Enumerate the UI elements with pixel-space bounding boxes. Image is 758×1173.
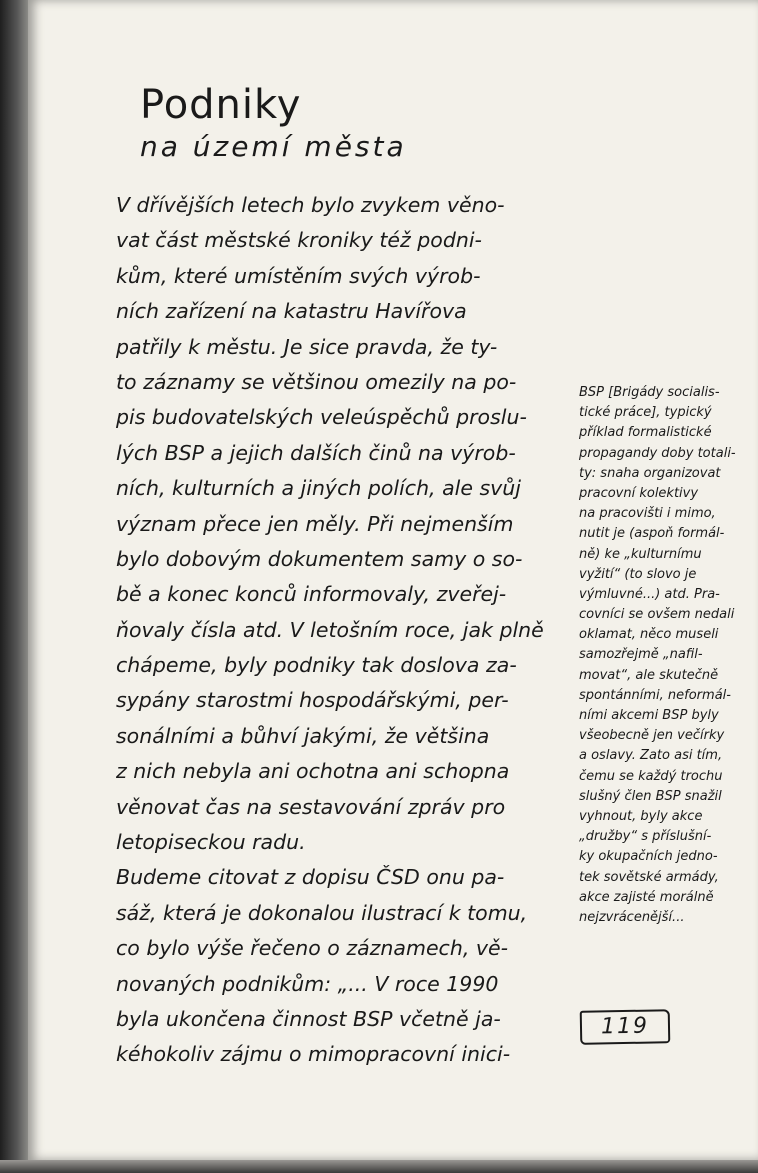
main-text-line: bě a konec konců informovaly, zveřej- [116, 582, 507, 607]
side-note-line: slušný člen BSP snažil [579, 788, 722, 804]
main-text-line: Budeme citovat z dopisu ČSD onu pa- [116, 865, 505, 890]
side-note-line: tek sovětské armády, [579, 869, 719, 885]
side-note-line: nejzvrácenější... [579, 909, 685, 925]
main-text-line: to záznamy se většinou omezily na po- [116, 369, 517, 394]
main-text-line: sypány starostmi hospodářskými, per- [116, 688, 509, 713]
side-note-line: ními akcemi BSP byly [579, 708, 719, 723]
main-text-line: vat část městské kroniky též podni- [116, 228, 482, 253]
side-note-line: nutit je (aspoň formál- [579, 526, 725, 542]
side-note-line: BSP [Brigády socialis- [579, 385, 720, 400]
page-bottom-edge [0, 1160, 758, 1173]
side-note-column [579, 383, 758, 928]
side-note-line: movat“, ale skutečně [579, 667, 719, 683]
page-number-box [580, 1009, 671, 1045]
main-text-line: patřily k městu. Je sice pravda, že ty- [116, 334, 498, 359]
main-text-line: chápeme, byly podniky tak doslova za- [116, 653, 517, 678]
side-note-line: čemu se každý trochu [579, 768, 723, 784]
chapter-title: Podniky [140, 82, 302, 128]
main-text-line: ních zařízení na katastru Havířova [116, 299, 467, 324]
side-note-line: pracovní kolektivy [579, 485, 699, 501]
main-text-line: V dřívějších letech bylo zvykem věno- [116, 193, 505, 217]
side-note-line: tické práce], typický [579, 405, 712, 421]
main-text-line: sonálními a bůhví jakými, že většina [116, 723, 490, 748]
page-number: 119 [600, 1013, 650, 1040]
main-text-column [116, 188, 566, 1073]
side-note-line: na pracovišti i mimo, [579, 506, 716, 522]
main-text-line: kům, které umístěním svých výrob- [116, 263, 481, 288]
main-text-line: kéhokoliv zájmu o mimopracovní inici- [116, 1042, 511, 1067]
main-text-line: letopiseckou radu. [116, 830, 306, 855]
side-note-line: příklad formalistické [579, 425, 712, 441]
main-text-line: bylo dobovým dokumentem samy o so- [116, 546, 523, 571]
main-text-line: novaných podnikům: „... V roce 1990 [116, 971, 499, 996]
main-text-line: ňovaly čísla atd. V letošním roce, jak plně [116, 617, 544, 642]
side-note-line: ky okupačních jedno- [579, 849, 718, 865]
chapter-subtitle: na území města [140, 130, 407, 163]
main-text-line: lých BSP a jejich dalších činů na výrob- [116, 440, 516, 465]
main-text-line: věnovat čas na sestavování zpráv pro [116, 794, 506, 819]
side-note-line: oklamat, něco museli [579, 627, 719, 643]
side-note-line: spontánními, neformál- [579, 687, 731, 703]
side-note-line: „družby“ s příslušní- [579, 829, 712, 845]
side-note-line: covníci se ovšem nedali [579, 607, 735, 623]
main-text-line: pis budovatelských veleúspěchů proslu- [116, 405, 527, 430]
side-note-line: vyhnout, byly akce [579, 808, 703, 824]
book-binding-shadow [0, 0, 28, 1173]
side-note-line: vyžití“ (to slovo je [579, 566, 697, 582]
side-note-line: výmluvné...) atd. Pra- [579, 586, 720, 602]
book-page [28, 0, 758, 1160]
side-note-line: samozřejmě „nafil- [579, 647, 703, 663]
side-note-line: všeobecně jen večírky [579, 728, 725, 744]
main-text-line: význam přece jen měly. Při nejmenším [116, 511, 514, 536]
main-text-line: byla ukončena činnost BSP včetně ja- [116, 1006, 501, 1031]
side-note-line: a oslavy. Zato asi tím, [579, 748, 723, 764]
side-note-line: propagandy doby totali- [579, 445, 736, 461]
side-note-line: ně) ke „kulturnímu [579, 546, 702, 562]
side-note-line: ty: snaha organizovat [579, 465, 721, 481]
main-text-line: sáž, která je dokonalou ilustrací k tomu, [116, 900, 528, 925]
main-text-line: co bylo výše řečeno o záznamech, vě- [116, 936, 508, 961]
main-text-line: ních, kulturních a jiných polích, ale svůj [116, 476, 521, 501]
main-text-line: z nich nebyla ani ochotna ani schopna [116, 759, 510, 784]
side-note-line: akce zajisté morálně [579, 889, 714, 905]
